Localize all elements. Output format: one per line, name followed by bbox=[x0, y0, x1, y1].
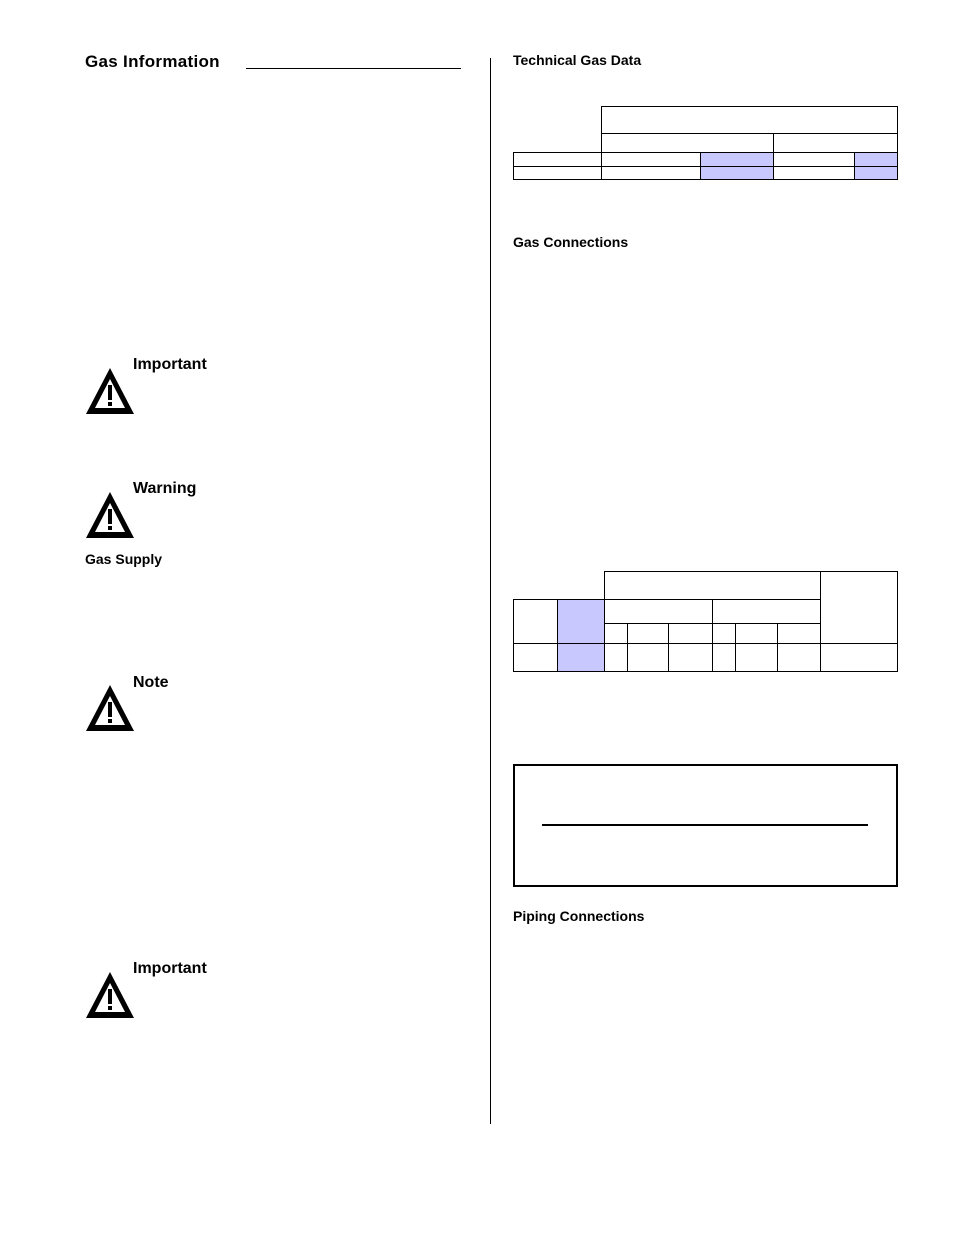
subheading-piping-connections: Piping Connections bbox=[513, 908, 645, 924]
subheading-gas-connections: Gas Connections bbox=[513, 234, 629, 250]
table-line bbox=[513, 599, 514, 672]
table-line bbox=[735, 623, 736, 672]
table-line bbox=[513, 152, 514, 180]
table-line bbox=[897, 106, 898, 180]
subheading-gas-supply: Gas Supply bbox=[85, 551, 163, 567]
alert-label-warning: Warning bbox=[133, 480, 197, 497]
table-line bbox=[513, 671, 898, 672]
section-title-gas-information: Gas Information bbox=[85, 52, 220, 71]
notice-box bbox=[513, 764, 898, 887]
table-line bbox=[604, 571, 898, 572]
column-divider bbox=[490, 58, 491, 1124]
table-line bbox=[700, 152, 701, 180]
warning-triangle-icon bbox=[84, 683, 136, 733]
highlight-cell bbox=[557, 599, 604, 671]
table-line bbox=[712, 599, 713, 672]
warning-triangle-icon bbox=[84, 366, 136, 416]
warning-triangle-icon bbox=[84, 970, 136, 1020]
table-line bbox=[557, 599, 558, 672]
table-line bbox=[513, 179, 898, 180]
table-line bbox=[604, 571, 605, 672]
table-line bbox=[668, 623, 669, 672]
table-line bbox=[513, 152, 898, 153]
table-line bbox=[897, 571, 898, 672]
table-line bbox=[854, 152, 855, 180]
alert-label-note: Note bbox=[133, 674, 169, 691]
table-line bbox=[820, 571, 821, 672]
table-line bbox=[601, 106, 602, 180]
warning-triangle-icon bbox=[84, 490, 136, 540]
table-line bbox=[513, 643, 898, 644]
notice-rule bbox=[542, 824, 868, 826]
table-line bbox=[601, 133, 898, 134]
subheading-technical-gas-data: Technical Gas Data bbox=[513, 52, 642, 68]
table-line bbox=[627, 623, 628, 672]
title-underline bbox=[246, 68, 461, 69]
alert-label-important: Important bbox=[133, 960, 207, 977]
table-line bbox=[513, 166, 898, 167]
table-line bbox=[777, 623, 778, 672]
table-line bbox=[773, 133, 774, 180]
alert-label-important: Important bbox=[133, 356, 207, 373]
table-line bbox=[513, 599, 821, 600]
table-line bbox=[601, 106, 898, 107]
